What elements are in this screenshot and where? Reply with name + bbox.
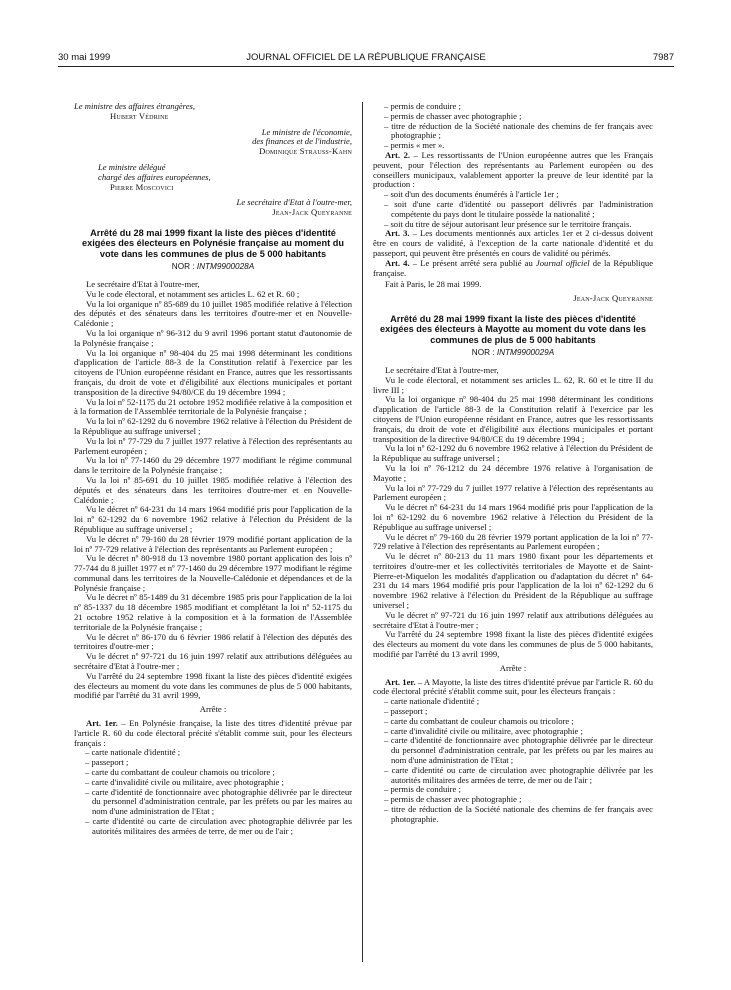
signature-block [74,128,352,157]
preamble-paragraph: Vu l'arrêté du 24 septembre 1998 fixant la liste des pièces d'identité exigées des électeurs au moment du vote dans les communes de plus de 5 000 habitants, modifié par l'arrêté du 13 avril 1999, [373,629,653,660]
proof-of-identity-list [373,190,653,229]
preamble-paragraph: Vu la loi nº 85-691 du 10 juillet 1985 modifiée relative à l'élection des députés et des sénateurs dans les territoires d'outre-mer et en Nouvelle-Calédonie ; [74,474,352,505]
signature-role: chargé des affaires européennes, [98,171,211,182]
signature-role: Le secrétaire d'Etat à l'outre-mer, [236,197,352,208]
list-item: – carte du combattant de couleur chamois ou tricolore ; [74,768,352,778]
preamble-paragraph: Vu la loi organique nº 96-312 du 9 avril 1996 portant statut d'autonomie de la Polynésie française ; [74,327,352,348]
article-label: Art. 3. [385,228,410,239]
list-item: – carte d'identité de fonctionnaire avec photographie délivrée par le directeur du personnel d'administration centrale, par les préfets ou par les maires au nom d'une administration de l'Etat ; [373,736,653,765]
list-item: – permis de conduire ; [373,102,653,112]
preamble-paragraph: Vu le décret nº 86-170 du 6 février 1986 relatif à l'élection des députés des territoires d'outre-mer ; [74,631,352,652]
list-item: – passeport ; [373,707,653,717]
preamble [373,366,653,660]
preamble-paragraph: Vu le décret nº 64-231 du 14 mars 1964 modifié pris pour l'application de la loi nº 62-1292 du 6 novembre 1962 relative à l'élection du Président de la République au suffrage universel ; [373,502,653,532]
list-item: – carte nationale d'identité ; [373,697,653,707]
preamble-paragraph: Vu le décret nº 79-160 du 28 février 1979 modifié portant application de la loi nº 77-729 relative à l'élection des représentants au Parlement européen ; [74,533,352,554]
id-document-list [373,102,653,151]
list-item: – carte d'invalidité civile ou militaire, avec photographie ; [373,727,653,737]
article-1 [74,719,352,748]
preamble-paragraph: Le secrétaire d'Etat à l'outre-mer, [385,364,499,375]
nor-reference [74,262,352,272]
list-item: – carte d'identité de fonctionnaire avec photographie délivrée par le directeur du personnel d'administration centrale, par les préfets ou par les maires au nom d'une administration de l'Etat ; [74,788,352,817]
article-text: – Les documents mentionnés aux articles 1er et 2 ci-dessus doivent être en cours de validité, à l'exception de la carte nationale d'identité et du passeport, qui peuvent être présentés en cours de validité ou périmés. [373,228,653,258]
preamble-paragraph: Vu l'arrêté du 24 septembre 1998 fixant la liste des pièces d'identité exigées des électeurs au moment du vote dans les communes de plus de 5 000 habitants, modifié par l'arrêté du 31 avril 1999, [74,670,352,701]
header-rule [58,66,674,67]
preamble-paragraph: Vu le décret nº 85-1489 du 31 décembre 1985 pris pour l'application de la loi nº 85-1337 du 18 décembre 1985 modifiant et complétant la loi nº 52-1175 du 21 octobre 1952 relative à la composition et à la formation de l'Assemblée territoriale de la Polynésie française ; [74,592,352,632]
list-item: – carte nationale d'identité ; [74,748,352,758]
preamble-paragraph: Vu le décret nº 97-721 du 16 juin 1997 relatif aux attributions déléguées au secrétaire d'Etat à l'outre-mer ; [373,609,653,630]
preamble-paragraph: Vu la loi nº 76-1212 du 24 décembre 1976 relative à l'organisation de Mayotte ; [373,462,653,483]
decree-title: Arrêté du 28 mai 1999 fixant la liste des pièces d'identité exigées des électeurs en Polynésie française au moment du vote dans les communes de plus de 5 000 habitants [82,227,344,259]
id-document-list [74,748,352,836]
list-item: – passeport ; [74,758,352,768]
decree-title: Arrêté du 28 mai 1999 fixant la liste des pièces d'identité exigées des électeurs à Mayotte au moment du vote dans les communes de plus de 5 000 habitants [379,313,647,345]
list-item: – soit d'un des documents énumérés à l'article 1er ; [373,190,653,200]
article-2 [373,151,653,190]
list-item: – carte d'invalidité civile ou militaire, avec photographie ; [74,778,352,788]
header-title: JOURNAL OFFICIEL DE LA RÉPUBLIQUE FRANÇAISE [246,52,486,63]
nor-label: NOR : [171,262,197,272]
preamble-paragraph: Vu la loi nº 52-1175 du 21 octobre 1952 modifiée relative à la composition et à la formation de l'Assemblée territoriale de la Polynésie française ; [74,396,352,417]
preamble [74,280,352,701]
page-header [58,52,674,66]
journal-officiel-text: Journal officiel [535,257,590,268]
preamble-paragraph: Vu la loi nº 77-729 du 7 juillet 1977 relative à l'élection des représentants au Parlement européen ; [74,435,352,456]
nor-label: NOR : [471,348,497,358]
signature-block [74,198,352,218]
preamble-paragraph: Vu la loi nº 62-1292 du 6 novembre 1962 relative à l'élection du Président de la République au suffrage universel ; [373,443,653,464]
id-document-list [373,697,653,824]
list-item: – soit du titre de séjour autorisant leur présence sur le territoire français. [373,220,653,230]
article-label: Art. 4. [385,257,410,268]
article-text: de la République française. [373,257,654,278]
preamble-paragraph: Vu le décret nº 64-231 du 14 mars 1964 modifié pris pour l'application de la loi nº 62-1292 du 6 novembre 1962 relative à l'élection du Président de la République au suffrage universel ; [74,504,352,534]
list-item: – carte d'identité ou carte de circulation avec photographie délivrée par les autorités militaires des armées de terre, de mer ou de l'air ; [74,817,352,837]
preamble-paragraph: Vu la loi nº 62-1292 du 6 novembre 1962 relative à l'élection du Président de la République au suffrage universel ; [74,416,352,436]
right-column [373,102,653,825]
preamble-paragraph: Vu le code électoral, et notamment ses articles L. 62, R. 60 et le titre II du livre III ; [373,374,653,395]
signature-role: des finances et de l'industrie, [252,136,352,147]
list-item: – carte du combattant de couleur chamois ou tricolore ; [373,717,653,727]
signature-name: Pierre Moscovici [110,181,174,192]
article-text: – Les ressortissants de l'Union européenne autres que les Français peuvent, pour l'élection des représentants au Parlement européen ou des conseillers municipaux, valablement apporter la preuve de leur identité par la production : [373,149,653,190]
list-item: – permis de conduire ; [373,785,653,795]
list-item: – permis de chasser avec photographie ; [373,112,653,122]
list-item: – permis de chasser avec photographie ; [373,795,653,805]
left-column [74,102,352,837]
header-page-number: 7987 [652,52,674,63]
preamble-paragraph: Vu le décret nº 80-213 du 11 mars 1980 fixant pour les départements et territoires d'outre-mer et les collectivités territoriales de Mayotte et de Saint-Pierre-et-Miquelon les modalités d'application ou d'adaptation du décret nº 64-231 du 14 mars 1964 modifié pris pour l'application de la loi nº 62-1292 du 6 novembre 1962 relative à l'élection du Président de la République au suffrage universel ; [373,551,653,611]
preamble-paragraph: Vu le décret nº 80-918 du 13 novembre 1980 portant application des lois nº 77-744 du 8 juillet 1977 et nº 77-1460 du 29 décembre 1977 modifiant le régime communal dans les territoires de la Nouvelle-Calédonie et dépendances et de la Polynésie française ; [74,553,352,593]
column-divider [362,102,363,962]
signature-name: Jean-Jack Queyranne [272,207,352,218]
list-item: – titre de réduction de la Société nationale des chemins de fer français avec photographie ; [373,122,653,142]
signature-role: Le ministre de l'économie, [261,126,352,137]
preamble-paragraph: Vu la loi organique nº 98-404 du 25 mai 1998 déterminant les conditions d'application de l'article 88-3 de la Constitution relatif à l'exercice par les citoyens de l'Union européenne résidant en France, autres que les ressortissants français, du droit de vote et d'éligibilité aux élections municipales et portant transposition de la directive 94/80/CE du 19 décembre 1994 ; [74,347,352,397]
preamble-paragraph: Vu la loi nº 77-729 du 7 juillet 1977 relative à l'élection des représentants au Parlement européen ; [373,482,653,503]
article-3 [373,229,653,258]
preamble-paragraph: Vu le code électoral, et notamment ses articles L. 62 et R. 60 ; [86,288,300,299]
signature-role: Le ministre des affaires étrangères, [74,101,196,111]
preamble-paragraph: Vu la loi organique nº 98-404 du 25 mai 1998 déterminant les conditions d'application de l'article 88-3 de la Constitution relatif à l'exercice par les citoyens de l'Union européenne résidant en France, autres que les ressortissants français, du droit de vote et d'éligibilité aux élections municipales et portant transposition de la directive 94/80/CE du 19 décembre 1994 ; [373,394,653,444]
signature-name: Dominique Strauss-Kahn [259,146,352,157]
list-item: – carte d'identité ou carte de circulation avec photographie délivrée par les autorités militaires des armées de terre, de mer ou de l'air ; [373,766,653,786]
article-label: Art. 1er. [385,676,416,687]
fait-a-paris: Fait à Paris, le 28 mai 1999. [385,279,482,290]
list-item: – permis « mer ». [373,141,653,151]
preamble-paragraph: Vu la loi nº 77-1460 du 29 décembre 1977 modifiant le régime communal dans le territoire de la Polynésie française ; [74,455,352,476]
nor-reference [373,348,653,358]
signature-name: Hubert Védrine [110,110,169,121]
signature-block [74,163,352,192]
arrete-heading: Arrête : [199,704,227,715]
article-label: Art. 1er. [86,718,118,729]
preamble-paragraph: Vu le décret nº 79-160 du 28 février 1979 portant application de la loi nº 77-729 relative à l'élection des représentants au Parlement européen ; [373,531,653,552]
nor-code: INTM9900028A [196,262,255,272]
preamble-paragraph: Vu la loi organique nº 85-689 du 10 juillet 1985 modifiée relative à l'élection des députés et des sénateurs dans les territoires d'outre-mer et en Nouvelle-Calédonie ; [74,298,352,329]
list-item: – soit d'une carte d'identité ou passeport délivrés par l'administration compétente du pays dont le titulaire possède la nationalité ; [373,200,653,220]
article-text: – En Polynésie française, la liste des titres d'identité prévue par l'article R. 60 du code électoral précité s'établit comme suit, pour les électeurs français : [74,718,352,748]
article-label: Art. 2. [385,149,411,160]
signature-block [74,102,352,122]
preamble-paragraph: Le secrétaire d'Etat à l'outre-mer, [86,278,200,289]
signature-name: Jean-Jack Queyranne [573,293,653,304]
header-date: 30 mai 1999 [58,52,111,63]
article-1 [373,678,653,698]
arrete-heading: Arrête : [499,662,527,673]
article-text: – Le présent arrêté sera publié au [409,257,536,268]
article-4 [373,259,653,279]
list-item: – titre de réduction de la Société nationale des chemins de fer français avec photographie. [373,805,653,825]
nor-code: INTM9900029A [496,348,555,358]
signature-role: Le ministre délégué [98,161,166,172]
preamble-paragraph: Vu le décret nº 97-721 du 16 juin 1997 relatif aux attributions déléguées au secrétaire d'Etat à l'outre-mer ; [74,651,352,672]
article-text: – A Mayotte, la liste des titres d'identité prévue par l'article R. 60 du code électoral précité s'établit comme suit, pour les électeurs français : [373,676,654,697]
